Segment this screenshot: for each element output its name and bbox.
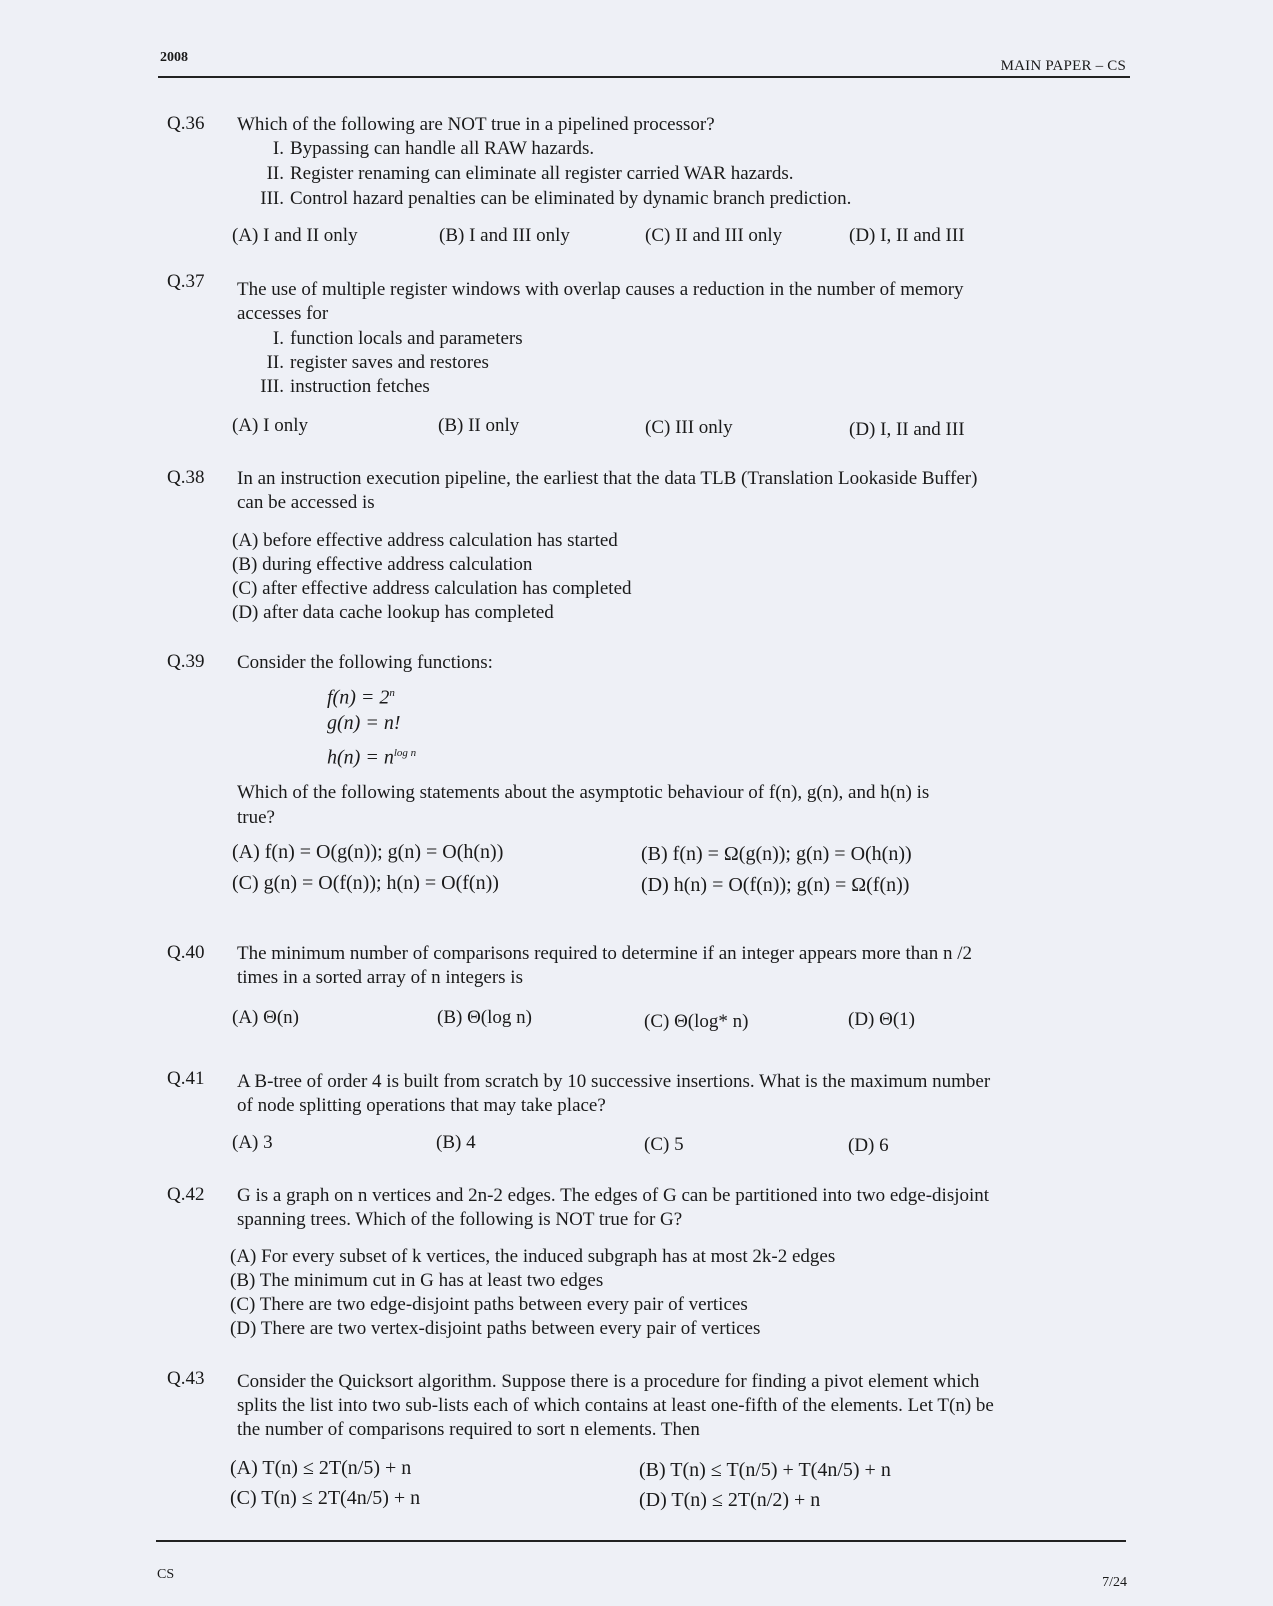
option-c[interactable]: (C) g(n) = O(f(n)); h(n) = O(f(n)) bbox=[232, 872, 499, 894]
question-text-line-1: Consider the Quicksort algorithm. Suppose there is a procedure for finding a pivot element which bbox=[237, 1371, 980, 1392]
option-b[interactable]: (B) T(n) ≤ T(n/5) + T(4n/5) + n bbox=[639, 1459, 891, 1481]
option-c[interactable]: (C) after effective address calculation has completed bbox=[232, 578, 632, 599]
exam-page: 2008 MAIN PAPER – CS Q.36 Which of the following are NOT true in a pipelined processor? I. Bypassing can handle all RAW hazards. II. Register renaming can eliminate all register carried WAR hazards. III. Control hazard penalties can be eliminated by dynamic branch prediction. (A) I and II only (B) I and III only (C) II and III only (D) I, II and III Q.37 The use of multiple register windows with overlap causes a reduction in the number of memory accesses for I. function locals and parameters II. register saves and restores III. instruction fetches (A) I only (B) II only (C) III only (D) I, II and III Q.38 In an instruction execution pipeline, the earliest that the data TLB (Translation Lookaside Buffer) can be accessed is (A) before effective address calculation has started (B) during effective address calculation (C) after effective address calculation has completed (D) after data cache lookup has completed Q.39 Consider the following functions: $f(n) = 2^n$ g(n) = n! $h(n) = n^{log n}$ Which of the following statements about the asymptotic behaviour of f(n), g(n), and h(n) is true? (A) f(n) = O(g(n)); g(n) = O(h(n)) (B) f(n) = Ω(g(n)); g(n) = O(h(n)) (C) g(n) = O(f(n)); h(n) = O(f(n)) (D) h(n) = O(f(n)); g(n) = Ω(f(n)) Q.40 The minimum number of comparisons required to determine if an integer appears more than n /2 times in a sorted array of n integers is (A) Θ(n) (B) Θ(log n) (C) Θ(log* n) (D) Θ(1) Q.41 A B-tree of order 4 is built from scratch by 10 successive insertions. What is the maximum number of node splitting operations that may take place? (A) 3 (B) 4 (C) 5 (D) 6 Q.42 G is a graph on n vertices and 2n-2 edges. The edges of G can be partitioned into two edge-disjoint spanning trees. Which of the following is NOT true for G? (A) For every subset of k vertices, the induced subgraph has at most 2k-2 edges (B) The minimum cut in G has at least two edges (C) There are two edge-disjoint paths between every pair of vertices (D) There are two vertex-disjoint paths between every pair of vertices Q.43 Consider the Quicksort algorithm. Suppose there is a procedure for finding a pivot element which splits the list into two sub-lists each of which contains at least one-fifth of the elements. Let T(n) be the number of comparisons required to sort n elements. Then (A) T(n) ≤ 2T(n/5) + n (B) T(n) ≤ T(n/5) + T(4n/5) + n (C) T(n) ≤ 2T(4n/5) + n (D) T(n) ≤ 2T(n/2) + n CS 7/24 bbox=[0, 0, 1273, 1606]
option-d[interactable]: (D) Θ(1) bbox=[848, 1009, 916, 1030]
question-text-line-2: can be accessed is bbox=[237, 492, 375, 513]
option-d[interactable]: (D) 6 bbox=[848, 1135, 889, 1156]
option-b[interactable]: (B) The minimum cut in G has at least two edges bbox=[230, 1270, 604, 1291]
option-d[interactable]: (D) h(n) = O(f(n)); g(n) = Ω(f(n)) bbox=[641, 874, 910, 896]
question-text-line-2: splits the list into two sub-lists each of which contains at least one-fifth of the elements. Let T(n) be bbox=[237, 1395, 994, 1416]
option-b[interactable]: (B) Θ(log n) bbox=[437, 1007, 532, 1028]
option-d[interactable]: (D) There are two vertex-disjoint paths between every pair of vertices bbox=[230, 1318, 761, 1339]
header-year: 2008 bbox=[160, 50, 188, 65]
question-text-line-1: A B-tree of order 4 is built from scratch by 10 successive insertions. What is the maximum number bbox=[237, 1071, 991, 1092]
option-a[interactable]: (A) f(n) = O(g(n)); g(n) = O(h(n)) bbox=[232, 841, 504, 863]
option-a[interactable]: (A) Θ(n) bbox=[232, 1007, 300, 1028]
option-a[interactable]: (A) I and II only bbox=[232, 225, 358, 246]
option-a[interactable]: (A) 3 bbox=[232, 1132, 273, 1153]
function-g: g(n) = n! bbox=[327, 712, 401, 734]
option-a[interactable]: (A) For every subset of k vertices, the induced subgraph has at most 2k-2 edges bbox=[230, 1246, 836, 1267]
question-text-line-2: of node splitting operations that may take place? bbox=[237, 1095, 606, 1116]
footer-code: CS bbox=[157, 1567, 175, 1582]
question-text-line-2: times in a sorted array of n integers is bbox=[237, 967, 523, 988]
question-number: Q.43 bbox=[167, 1368, 205, 1389]
question-text-line-1: The use of multiple register windows with overlap causes a reduction in the number of memory bbox=[237, 279, 964, 300]
footer-page-number: 7/24 bbox=[1102, 1575, 1127, 1590]
question-text-line-2: true? bbox=[237, 807, 275, 828]
option-a[interactable]: (A) I only bbox=[232, 415, 308, 436]
option-b[interactable]: (B) II only bbox=[438, 415, 520, 436]
question-text-line-1: G is a graph on n vertices and 2n-2 edges. The edges of G can be partitioned into two edge-disjoint bbox=[237, 1185, 990, 1206]
option-c[interactable]: (C) T(n) ≤ 2T(4n/5) + n bbox=[230, 1487, 421, 1509]
question-number: Q.40 bbox=[167, 942, 205, 963]
question-text-line-3: the number of comparisons required to sort n elements. Then bbox=[237, 1419, 700, 1440]
option-c[interactable]: (C) Θ(log* n) bbox=[644, 1011, 749, 1032]
question-number: Q.38 bbox=[167, 467, 205, 488]
option-b[interactable]: (B) I and III only bbox=[439, 225, 570, 246]
option-b[interactable]: (B) f(n) = Ω(g(n)); g(n) = O(h(n)) bbox=[641, 843, 912, 865]
question-number: Q.37 bbox=[167, 271, 205, 292]
option-a[interactable]: (A) T(n) ≤ 2T(n/5) + n bbox=[230, 1457, 412, 1479]
question-text: Consider the following functions: bbox=[237, 652, 493, 673]
option-a[interactable]: (A) before effective address calculation has started bbox=[232, 530, 618, 551]
question-text-line-2: spanning trees. Which of the following is NOT true for G? bbox=[237, 1209, 683, 1230]
question-number: Q.39 bbox=[167, 651, 205, 672]
question-text-line-1: Which of the following statements about the asymptotic behaviour of f(n), g(n), and h(n) is bbox=[237, 782, 930, 803]
question-text: Which of the following are NOT true in a pipelined processor? bbox=[237, 114, 715, 135]
option-b[interactable]: (B) during effective address calculation bbox=[232, 554, 533, 575]
option-d[interactable]: (D) after data cache lookup has completed bbox=[232, 602, 554, 623]
option-c[interactable]: (C) 5 bbox=[644, 1134, 684, 1155]
question-text-line-1: In an instruction execution pipeline, the earliest that the data TLB (Translation Lookaside Buffer) bbox=[237, 468, 978, 489]
question-text-line-1: The minimum number of comparisons required to determine if an integer appears more than n /2 bbox=[237, 943, 972, 964]
option-c[interactable]: (C) There are two edge-disjoint paths between every pair of vertices bbox=[230, 1294, 748, 1315]
header-rule bbox=[158, 76, 1130, 78]
footer-rule bbox=[156, 1540, 1126, 1542]
question-number: Q.36 bbox=[167, 113, 205, 134]
option-c[interactable]: (C) III only bbox=[645, 417, 733, 438]
question-text-line-2: accesses for bbox=[237, 303, 329, 324]
header-paper: MAIN PAPER – CS bbox=[1000, 58, 1126, 74]
function-f: $f(n) = 2^n$ bbox=[327, 686, 395, 709]
option-d[interactable]: (D) I, II and III bbox=[849, 419, 965, 440]
option-d[interactable]: (D) I, II and III bbox=[849, 225, 965, 246]
option-c[interactable]: (C) II and III only bbox=[645, 225, 783, 246]
option-b[interactable]: (B) 4 bbox=[436, 1132, 476, 1153]
option-d[interactable]: (D) T(n) ≤ 2T(n/2) + n bbox=[639, 1489, 821, 1511]
question-number: Q.42 bbox=[167, 1184, 205, 1205]
question-number: Q.41 bbox=[167, 1068, 205, 1089]
function-h: $h(n) = n^{log n}$ bbox=[327, 746, 417, 769]
